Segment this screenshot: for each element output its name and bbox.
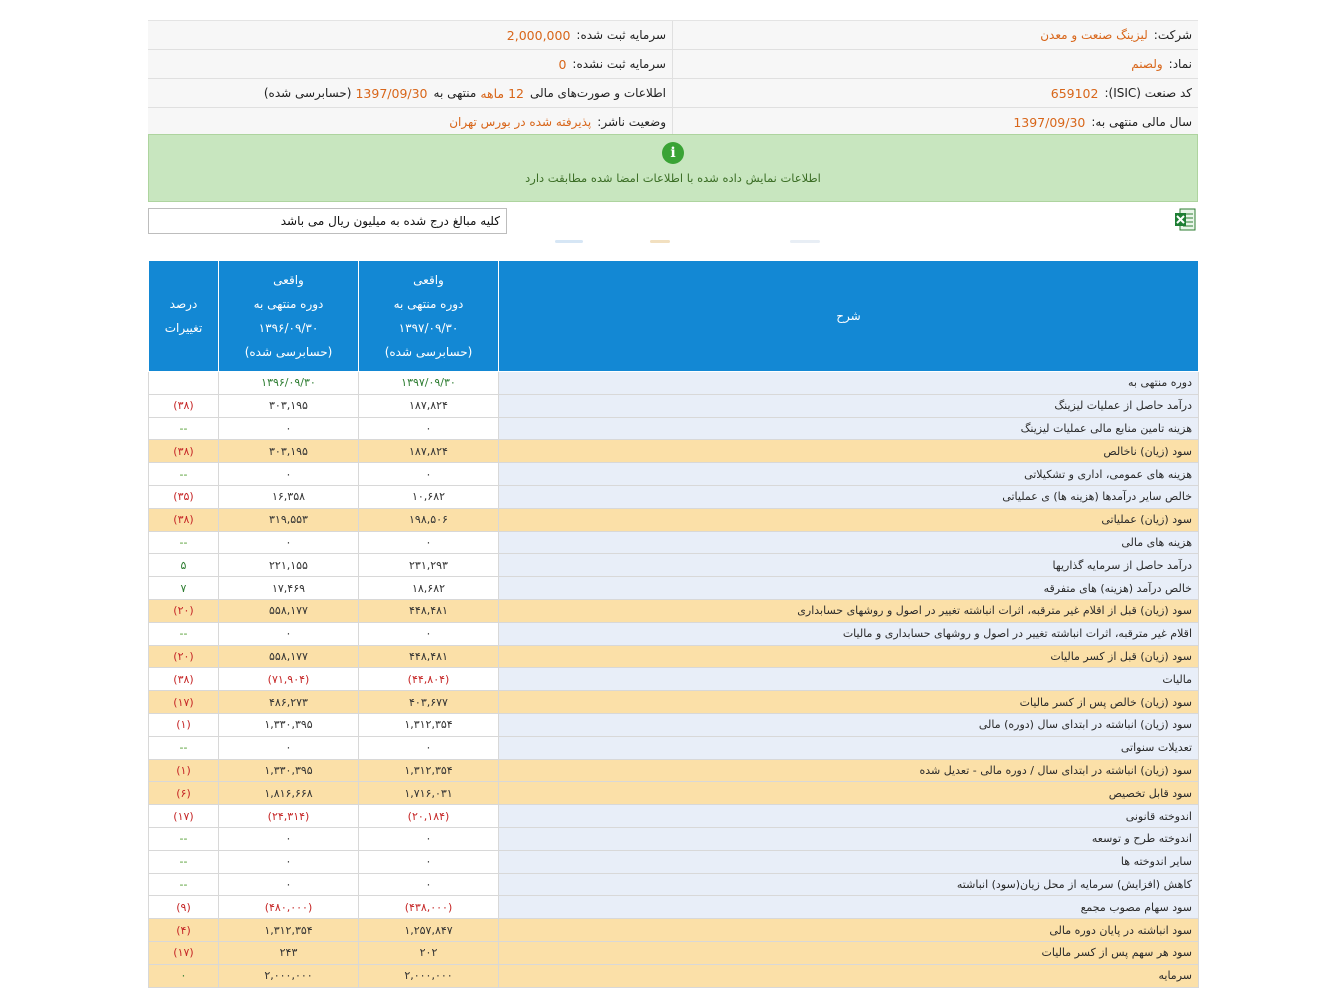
value-1396: ۳۰۳,۱۹۵ <box>219 440 359 463</box>
table-row <box>149 941 1199 964</box>
fiscal-year-cell <box>673 108 1198 136</box>
value-1397: ۰ <box>359 417 499 440</box>
table-row <box>149 508 1199 531</box>
isic-value: 659102 <box>1050 85 1099 101</box>
table-row <box>149 372 1199 395</box>
value-1397: ۱۸۷,۸۲۴ <box>359 394 499 417</box>
value-1397: ۰ <box>359 827 499 850</box>
publisher-status-value: پذیرفته شده در بورس تهران <box>449 115 592 129</box>
isic-label: کد صنعت (ISIC): <box>1104 86 1192 100</box>
change-percent: (۴) <box>149 919 219 942</box>
value-1397: ۱۰,۶۸۲ <box>359 485 499 508</box>
row-description: سود (زیان) ناخالص <box>499 440 1199 463</box>
table-row <box>149 964 1199 987</box>
isic-cell <box>673 79 1198 107</box>
row-description: سود هر سهم پس از کسر مالیات <box>499 941 1199 964</box>
header-label: ۱۳۹۷/۰۹/۳۰ <box>398 321 459 335</box>
value-1396: (۲۴,۳۱۴) <box>219 805 359 828</box>
table-row <box>149 622 1199 645</box>
row-description: دوره منتهی به <box>499 372 1199 395</box>
change-percent: (۱۷) <box>149 941 219 964</box>
header-label: درصد <box>169 297 198 311</box>
value-1396: ۰ <box>219 417 359 440</box>
value-1397: ۱,۷۱۶,۰۳۱ <box>359 782 499 805</box>
value-1397: (۴۳۸,۰۰۰) <box>359 896 499 919</box>
value-1397: ۲۳۱,۲۹۳ <box>359 554 499 577</box>
value-1396: ۵۵۸,۱۷۷ <box>219 645 359 668</box>
change-percent: -- <box>149 827 219 850</box>
value-1396: ۱۷,۴۶۹ <box>219 577 359 600</box>
company-info-grid <box>148 20 1198 139</box>
value-1396: ۲,۰۰۰,۰۰۰ <box>219 964 359 987</box>
value-1397: ۰ <box>359 873 499 896</box>
change-percent: -- <box>149 622 219 645</box>
value-1396: ۰ <box>219 850 359 873</box>
change-percent <box>149 372 219 395</box>
change-percent: (۲۰) <box>149 645 219 668</box>
value-1396: ۰ <box>219 463 359 486</box>
row-description: کاهش (افزایش) سرمایه از محل زیان(سود) انباشته <box>499 873 1199 896</box>
value-1397: ۰ <box>359 850 499 873</box>
value-1397: ۴۴۸,۴۸۱ <box>359 645 499 668</box>
row-description: خالص درآمد (هزینه) های متفرقه <box>499 577 1199 600</box>
row-description: هزینه های عمومی، اداری و تشکیلاتی <box>499 463 1199 486</box>
value-1397: ۱۹۸,۵۰۶ <box>359 508 499 531</box>
change-percent: (۱) <box>149 713 219 736</box>
table-row <box>149 599 1199 622</box>
change-percent: (۶) <box>149 782 219 805</box>
value-1397: (۴۴,۸۰۴) <box>359 668 499 691</box>
value-1397: ۲,۰۰۰,۰۰۰ <box>359 964 499 987</box>
table-row <box>149 805 1199 828</box>
value-1396: ۲۲۱,۱۵۵ <box>219 554 359 577</box>
change-percent: (۳۸) <box>149 508 219 531</box>
header-label: واقعی <box>273 273 304 287</box>
header-label: دوره منتهی به <box>393 297 464 311</box>
registered-capital-cell <box>148 21 673 49</box>
statements-date: 1397/09/30 <box>355 85 428 101</box>
header-label: (حسابرسی شده) <box>244 345 333 359</box>
row-description: سود (زیان) انباشته در ابتدای سال / دوره مالی - تعدیل شده <box>499 759 1199 782</box>
change-percent: (۱۷) <box>149 691 219 714</box>
change-percent: ۷ <box>149 577 219 600</box>
amounts-unit-note: کلیه مبالغ درج شده به میلیون ریال می باشد <box>148 208 507 234</box>
value-1396: ۰ <box>219 622 359 645</box>
value-1396: (۴۸۰,۰۰۰) <box>219 896 359 919</box>
table-row <box>149 440 1199 463</box>
value-1396: ۱۳۹۶/۰۹/۳۰ <box>219 372 359 395</box>
publisher-status-label: وضعیت ناشر: <box>597 115 666 129</box>
row-description: خالص سایر درآمدها (هزینه ها) ی عملیاتی <box>499 485 1199 508</box>
value-1397: ۲۰۲ <box>359 941 499 964</box>
table-row <box>149 827 1199 850</box>
table-row <box>149 394 1199 417</box>
header-description: شرح <box>499 261 1199 372</box>
change-percent: -- <box>149 531 219 554</box>
change-percent: -- <box>149 463 219 486</box>
change-percent: -- <box>149 850 219 873</box>
table-row <box>149 485 1199 508</box>
excel-export-icon[interactable] <box>1174 208 1196 232</box>
table-header-row <box>149 261 1199 372</box>
value-1397: ۰ <box>359 531 499 554</box>
value-1397: ۰ <box>359 463 499 486</box>
value-1396: ۰ <box>219 736 359 759</box>
table-row <box>149 759 1199 782</box>
table-row <box>149 713 1199 736</box>
value-1396: ۲۴۳ <box>219 941 359 964</box>
value-1396: ۱,۳۳۰,۳۹۵ <box>219 713 359 736</box>
symbol-value[interactable]: ولصنم <box>1131 57 1163 71</box>
table-row <box>149 896 1199 919</box>
income-statement-table <box>148 260 1199 988</box>
fiscal-year-value: 1397/09/30 <box>1013 114 1086 130</box>
header-label: ۱۳۹۶/۰۹/۳۰ <box>258 321 319 335</box>
change-percent: (۳۸) <box>149 440 219 463</box>
row-description: سود قابل تخصیص <box>499 782 1199 805</box>
company-cell <box>673 21 1198 49</box>
table-row <box>149 691 1199 714</box>
change-percent: ۰ <box>149 964 219 987</box>
info-row-2 <box>148 50 1198 79</box>
table-row <box>149 577 1199 600</box>
row-description: هزینه های مالی <box>499 531 1199 554</box>
table-row <box>149 919 1199 942</box>
header-period-1396 <box>219 261 359 372</box>
unregistered-capital-value: 0 <box>558 56 567 72</box>
symbol-cell <box>673 50 1198 78</box>
statements-label: اطلاعات و صورت‌های مالی <box>530 86 666 100</box>
value-1396: (۷۱,۹۰۴) <box>219 668 359 691</box>
table-row <box>149 531 1199 554</box>
table-row <box>149 645 1199 668</box>
value-1396: ۱,۸۱۶,۶۶۸ <box>219 782 359 805</box>
unregistered-capital-cell <box>148 50 673 78</box>
value-1397: ۱,۲۵۷,۸۴۷ <box>359 919 499 942</box>
table-row <box>149 782 1199 805</box>
row-description: سود انباشته در پایان دوره مالی <box>499 919 1199 942</box>
value-1396: ۱,۳۱۲,۳۵۴ <box>219 919 359 942</box>
row-description: سایر اندوخته ها <box>499 850 1199 873</box>
info-row-3 <box>148 79 1198 108</box>
table-row <box>149 850 1199 873</box>
row-description: سود (زیان) قبل از کسر مالیات <box>499 645 1199 668</box>
symbol-label: نماد: <box>1168 57 1192 71</box>
header-change-percent <box>149 261 219 372</box>
change-percent: -- <box>149 873 219 896</box>
change-percent: (۲۰) <box>149 599 219 622</box>
statements-cell <box>148 79 673 107</box>
table-row <box>149 736 1199 759</box>
unregistered-capital-label: سرمایه ثبت نشده: <box>572 57 666 71</box>
row-description: سود سهام مصوب مجمع <box>499 896 1199 919</box>
change-percent: (۹) <box>149 896 219 919</box>
change-percent: (۳۸) <box>149 668 219 691</box>
row-description: درآمد حاصل از عملیات لیزینگ <box>499 394 1199 417</box>
value-1396: ۳۱۹,۵۵۳ <box>219 508 359 531</box>
faint-divider <box>650 240 670 243</box>
value-1397: ۱,۳۱۲,۳۵۴ <box>359 759 499 782</box>
change-percent: (۱) <box>149 759 219 782</box>
row-description: سود (زیان) عملیاتی <box>499 508 1199 531</box>
row-description: مالیات <box>499 668 1199 691</box>
registered-capital-label: سرمایه ثبت شده: <box>576 28 666 42</box>
publisher-status-cell <box>148 108 673 136</box>
change-percent: (۳۸) <box>149 394 219 417</box>
statements-period: 12 ماهه <box>480 85 524 101</box>
row-description: اندوخته قانونی <box>499 805 1199 828</box>
info-row-1 <box>148 21 1198 50</box>
row-description: هزینه تامین منابع مالی عملیات لیزینگ <box>499 417 1199 440</box>
row-description: سرمایه <box>499 964 1199 987</box>
company-value[interactable]: لیزینگ صنعت و معدن <box>1040 28 1148 42</box>
value-1396: ۴۸۶,۲۷۳ <box>219 691 359 714</box>
value-1396: ۳۰۳,۱۹۵ <box>219 394 359 417</box>
registered-capital-value: 2,000,000 <box>506 27 571 43</box>
header-label: تغییرات <box>164 321 203 335</box>
change-percent: (۳۵) <box>149 485 219 508</box>
value-1397: ۰ <box>359 622 499 645</box>
value-1397: ۱۸۷,۸۲۴ <box>359 440 499 463</box>
change-percent: -- <box>149 736 219 759</box>
faint-divider <box>790 240 820 243</box>
value-1396: ۵۵۸,۱۷۷ <box>219 599 359 622</box>
value-1396: ۰ <box>219 827 359 850</box>
row-description: سود (زیان) قبل از اقلام غیر مترقبه، اثرات انباشته تغییر در اصول و روشهای حسابداری <box>499 599 1199 622</box>
change-percent: (۱۷) <box>149 805 219 828</box>
header-period-1397 <box>359 261 499 372</box>
table-row <box>149 417 1199 440</box>
value-1397: ۱,۳۱۲,۳۵۴ <box>359 713 499 736</box>
header-label: دوره منتهی به <box>253 297 324 311</box>
value-1397: ۱۸,۶۸۲ <box>359 577 499 600</box>
value-1396: ۱۶,۳۵۸ <box>219 485 359 508</box>
value-1397: ۴۰۳,۶۷۷ <box>359 691 499 714</box>
header-label: (حسابرسی شده) <box>384 345 473 359</box>
value-1396: ۰ <box>219 873 359 896</box>
verification-message: اطلاعات نمایش داده شده با اطلاعات امضا شده مطابقت دارد <box>525 171 821 185</box>
value-1397: ۴۴۸,۴۸۱ <box>359 599 499 622</box>
fiscal-year-label: سال مالی منتهی به: <box>1091 115 1192 129</box>
table-row <box>149 554 1199 577</box>
faint-divider <box>555 240 583 243</box>
table-row <box>149 668 1199 691</box>
value-1397: ۱۳۹۷/۰۹/۳۰ <box>359 372 499 395</box>
value-1396: ۱,۳۳۰,۳۹۵ <box>219 759 359 782</box>
table-row <box>149 463 1199 486</box>
value-1396: ۰ <box>219 531 359 554</box>
company-label: شرکت: <box>1153 28 1192 42</box>
value-1397: ۰ <box>359 736 499 759</box>
info-icon: i <box>662 142 684 164</box>
row-description: سود (زیان) خالص پس از کسر مالیات <box>499 691 1199 714</box>
row-description: سود (زیان) انباشته در ابتدای سال (دوره) مالی <box>499 713 1199 736</box>
change-percent: ۵ <box>149 554 219 577</box>
table-row <box>149 873 1199 896</box>
change-percent: -- <box>149 417 219 440</box>
row-description: اقلام غیر مترقبه، اثرات انباشته تغییر در اصول و روشهای حسابداری و مالیات <box>499 622 1199 645</box>
row-description: تعدیلات سنواتی <box>499 736 1199 759</box>
row-description: اندوخته طرح و توسعه <box>499 827 1199 850</box>
header-label: واقعی <box>413 273 444 287</box>
statements-status: (حسابرسی شده) <box>263 86 352 100</box>
value-1397: (۲۰,۱۸۴) <box>359 805 499 828</box>
statements-mid: منتهی به <box>433 86 477 100</box>
verification-banner <box>148 134 1198 202</box>
row-description: درآمد حاصل از سرمایه گذاریها <box>499 554 1199 577</box>
